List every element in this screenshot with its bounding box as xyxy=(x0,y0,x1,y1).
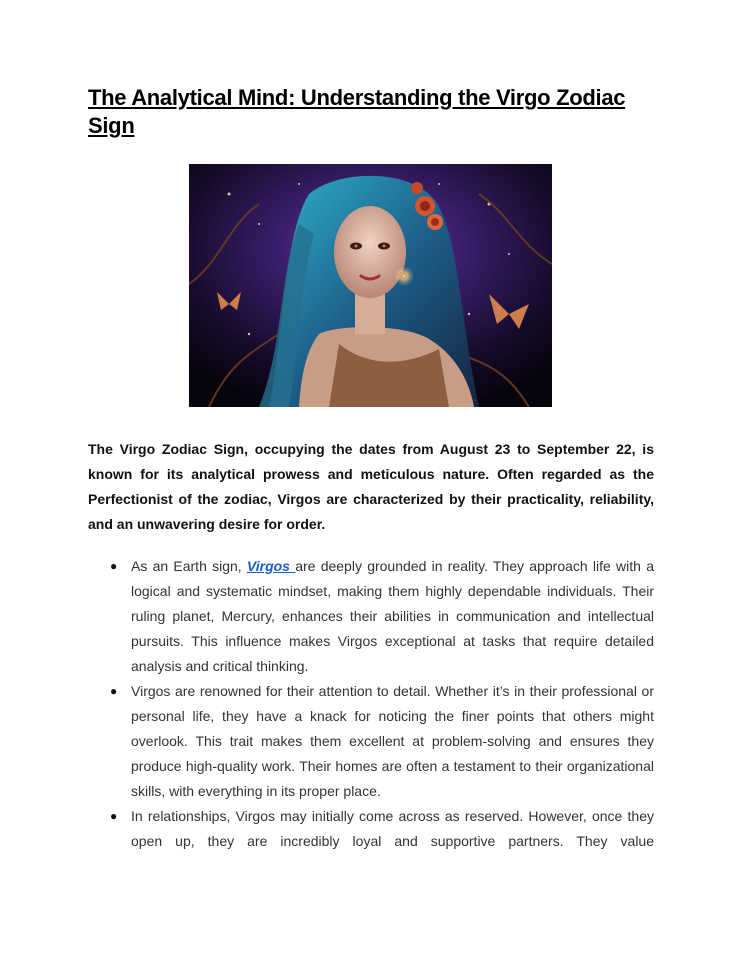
list-item-text: Virgos are renowned for their attention to detail. Whether it’s in their professional or personal life, they have a knack for noticing the finer points that others might overlook. This trait makes them excellent at problem-solving and ensures they produce high-quality work. Their homes are often a testament to their organizational skills, with everything in its proper place. xyxy=(131,683,654,799)
intro-paragraph: The Virgo Zodiac Sign, occupying the dates from August 23 to September 22, is known for its analytical prowess and meticulous nature. Often regarded as the Perfectionist of the zodiac, Virgos are characterized by their practicality, reliability, and an unwavering desire for order. xyxy=(88,441,654,532)
bullet-list xyxy=(108,554,654,854)
list-item-text: In relationships, Virgos may initially come across as reserved. However, once they open up, they are incredibly loyal and supportive partners. They value xyxy=(131,808,654,849)
list-item-text: As an Earth sign, xyxy=(131,558,247,574)
bullet-icon: ● xyxy=(110,809,118,823)
virgo-illustration xyxy=(189,164,552,407)
list-item xyxy=(108,804,654,854)
virgos-link[interactable]: Virgos xyxy=(246,558,296,574)
virgo-illustration-art xyxy=(189,164,552,407)
list-item-text: are deeply grounded in reality. They approach life with a logical and systematic mindset, making them highly dependable individuals. Their ruling planet, Mercury, enhances their abilities in communication and intellectual pursuits. This influence makes Virgos exceptional at tasks that require detailed analysis and critical thinking. xyxy=(131,558,654,674)
bullet-icon: ● xyxy=(110,684,118,698)
bullet-icon: ● xyxy=(110,559,118,573)
list-item xyxy=(108,679,654,804)
list-item xyxy=(108,554,654,679)
page-title: The Analytical Mind: Understanding the Virgo Zodiac Sign xyxy=(88,85,626,138)
